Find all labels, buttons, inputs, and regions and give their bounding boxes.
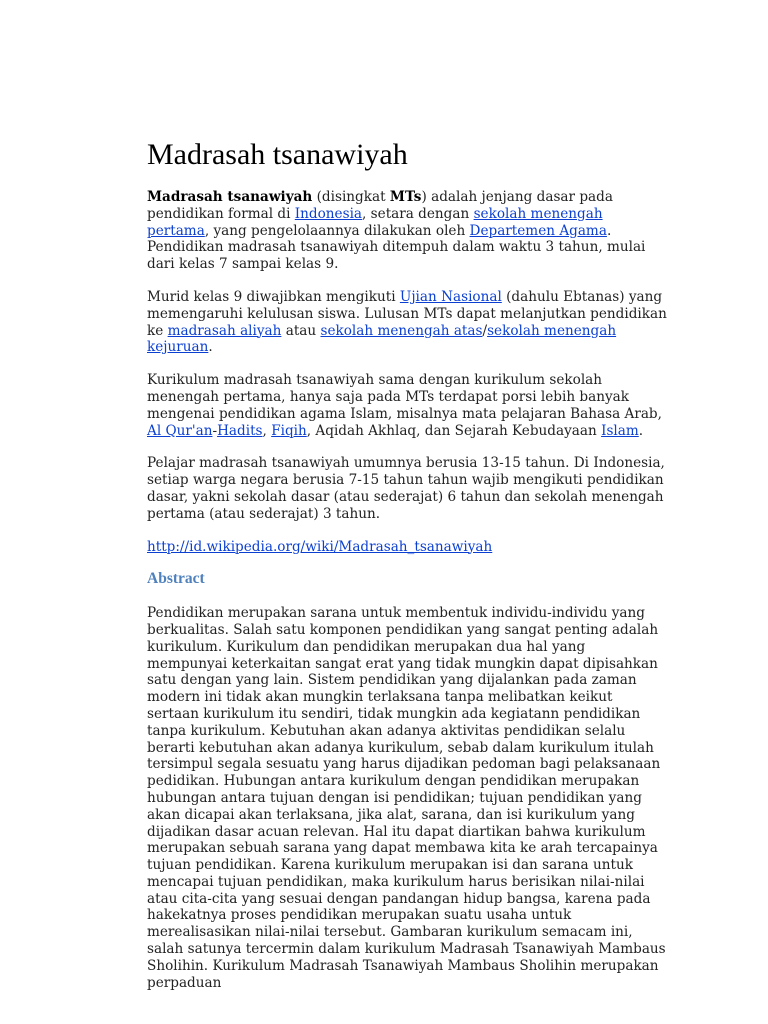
link-islam[interactable]: Islam: [601, 422, 639, 439]
paragraph-intro: [147, 189, 667, 273]
text-span: Murid kelas 9 diwajibkan mengikuti: [147, 288, 400, 305]
source-link[interactable]: http://id.wikipedia.org/wiki/Madrasah_tsanawiyah: [147, 538, 493, 555]
link-fiqih[interactable]: Fiqih: [271, 422, 307, 439]
text-span: (dahulu Ebtanas) yang memengaruhi kelulusan siswa. Lulusan MTs dapat melanjutkan pendidikan ke: [147, 288, 667, 339]
text-span: . Pendidikan madrasah tsanawiyah ditempuh dalam waktu 3 tahun, mulai dari kelas 7 sampai kelas 9.: [147, 222, 646, 273]
text-span: , yang pengelolaannya dilakukan oleh: [204, 222, 470, 239]
link-hadits[interactable]: Hadits: [217, 422, 263, 439]
paragraph-age: Pelajar madrasah tsanawiyah umumnya berusia 13-15 tahun. Di Indonesia, setiap warga negara berusia 7-15 tahun tahun wajib mengikuti pendidikan dasar, yakni sekolah dasar (atau sederajat) 6 tahun dan sekolah menengah pertama (atau sederajat) 3 tahun.: [147, 455, 665, 522]
paragraph-exam: [147, 289, 667, 356]
link-madrasah-aliyah[interactable]: madrasah aliyah: [167, 322, 282, 339]
text-span: atau: [281, 322, 321, 339]
text-span: -: [212, 422, 218, 439]
page-title: Madrasah tsanawiyah: [147, 138, 408, 171]
text-span: , Aqidah Akhlaq, dan Sejarah Kebudayaan: [306, 422, 602, 439]
bold-term: Madrasah tsanawiyah: [147, 189, 313, 205]
text-span: ,: [262, 422, 272, 439]
text-span: /: [482, 322, 488, 339]
source-paragraph: [147, 539, 667, 556]
abstract-heading: Abstract: [147, 570, 205, 588]
text-span: Kurikulum madrasah tsanawiyah sama dengan kurikulum sekolah menengah pertama, hanya saja pada MTs terdapat porsi lebih banyak mengenai pendidikan agama Islam, misalnya mata pelajaran Bahasa Arab,: [147, 372, 662, 422]
text-span: , setara dengan: [362, 205, 474, 222]
text-span: .: [638, 422, 644, 439]
link-sekolah-menengah-kejuruan[interactable]: sekolah menengah kejuruan: [147, 322, 617, 356]
link-sekolah-menengah-pertama[interactable]: sekolah menengah pertama: [147, 205, 603, 239]
paragraph-curriculum: [147, 372, 667, 439]
link-indonesia[interactable]: Indonesia: [294, 205, 363, 222]
abstract-paragraph: Pendidikan merupakan sarana untuk membentuk individu-individu yang berkualitas. Salah satu komponen pendidikan yang sangat penting adalah kurikulum. Kurikulum dan pendidikan merupakan dua hal yang mempunyai keterkaitan sangat erat yang tidak mungkin dapat dipisahkan satu dengan yang lain. Sistem pendidikan yang dijalankan pada zaman modern ini tidak akan mungkin terlaksana tanpa melibatkan keikut sertaan kurikulum itu sendiri, tidak mungkin ada kegiatann pendidikan tanpa kurikulum. Kebutuhan akan adanya aktivitas pendidikan selalu berarti kebutuhan akan adanya kurikulum, sebab dalam kurikulum itulah tersimpul segala sesuatu yang harus dijadikan pedoman bagi pelaksanaan pedidikan. Hubungan antara kurikulum dengan pendidikan merupakan hubungan antara tujuan dengan isi pendidikan; tujuan pendidikan yang akan dicapai akan terlaksana, jika alat, sarana, dan isi kurikulum yang dijadikan dasar acuan relevan. Hal itu dapat diartikan bahwa kurikulum merupakan sebuah sarana yang dapat membawa kita ke arah tercapainya tujuan pendidikan. Karena kurikulum merupakan isi dan sarana untuk mencapai tujuan pendidikan, maka kurikulum harus berisikan nilai-nilai atau cita-cita yang sesuai dengan pandangan hidup bangsa, karena pada hakekatnya proses pendidikan merupakan suatu usaha untuk merealisasikan nilai-nilai tersebut. Gambaran kurikulum semacam ini, salah satunya tercermin dalam kurikulum Madrasah Tsanawiyah Mambaus Sholihin. Kurikulum Madrasah Tsanawiyah Mambaus Sholihin merupakan perpaduan: [147, 605, 666, 991]
link-departemen-agama[interactable]: Departemen Agama: [469, 222, 607, 239]
text-span: ) adalah jenjang dasar pada pendidikan formal di: [147, 189, 613, 222]
link-sekolah-menengah-atas[interactable]: sekolah menengah atas: [320, 322, 483, 339]
bold-term: MTs: [389, 189, 422, 205]
text-span: .: [208, 339, 213, 356]
text-span: (disingkat: [312, 189, 390, 205]
link-ujian-nasional[interactable]: Ujian Nasional: [399, 288, 502, 305]
link-al-quran[interactable]: Al Qur'an: [147, 422, 213, 439]
document-page: [147, 135, 667, 1007]
